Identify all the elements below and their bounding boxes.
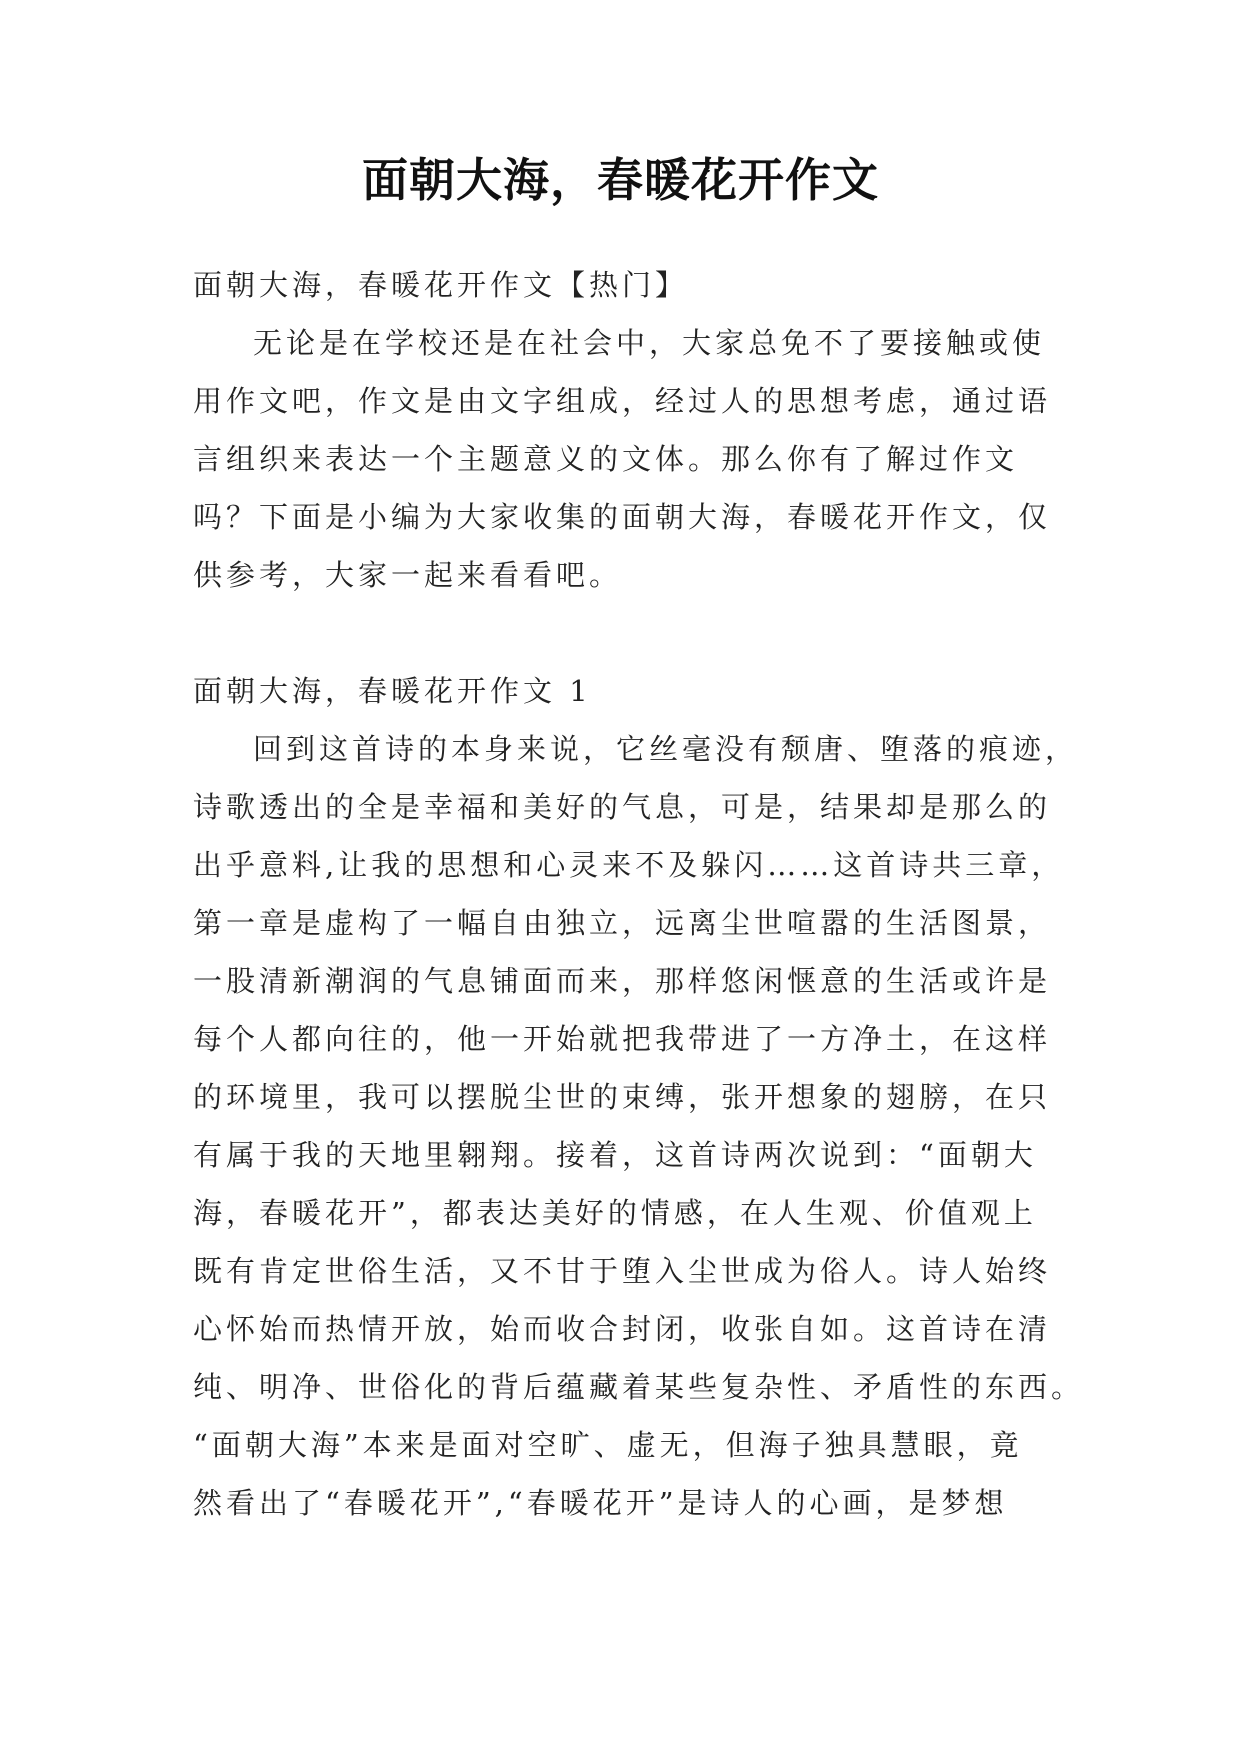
- paragraph-line: 吗？下面是小编为大家收集的面朝大海，春暖花开作文，仅: [193, 500, 1052, 534]
- paragraph-line: “面朝大海”本来是面对空旷、虚无，但海子独具慧眼，竟: [193, 1428, 1023, 1462]
- paragraph-line: 言组织来表达一个主题意义的文体。那么你有了解过作文: [193, 442, 1019, 476]
- essay-heading: 面朝大海，春暖花开作文 1: [193, 674, 592, 708]
- paragraph-line: 心怀始而热情开放，始而收合封闭，收张自如。这首诗在清: [193, 1312, 1052, 1346]
- document-title: 面朝大海，春暖花开作文: [362, 153, 879, 207]
- paragraph-line: 用作文吧，作文是由文字组成，经过人的思想考虑，通过语: [193, 384, 1052, 418]
- paragraph-line: 每个人都向往的，他一开始就把我带进了一方净土，在这样: [193, 1022, 1052, 1056]
- paragraph-line: 有属于我的天地里翱翔。接着，这首诗两次说到：“面朝大: [193, 1138, 1037, 1172]
- paragraph-line: 的环境里，我可以摆脱尘世的束缚，张开想象的翅膀，在只: [193, 1080, 1052, 1114]
- paragraph-line: 既有肯定世俗生活，又不甘于堕入尘世成为俗人。诗人始终: [193, 1254, 1052, 1288]
- paragraph-line: 诗歌透出的全是幸福和美好的气息，可是，结果却是那么的: [193, 790, 1052, 824]
- paragraph-line: 供参考，大家一起来看看吧。: [193, 558, 623, 592]
- paragraph-line: 一股清新潮润的气息铺面而来，那样悠闲惬意的生活或许是: [193, 964, 1052, 998]
- intro-heading: 面朝大海，春暖花开作文【热门】: [193, 268, 689, 302]
- paragraph-line: 第一章是虚构了一幅自由独立，远离尘世喧嚣的生活图景，: [193, 906, 1052, 940]
- paragraph-line: 无论是在学校还是在社会中，大家总免不了要接触或使: [253, 326, 1046, 360]
- paragraph-line: 海，春暖花开”，都表达美好的情感，在人生观、价值观上: [193, 1196, 1037, 1230]
- paragraph-line: 回到这首诗的本身来说，它丝毫没有颓唐、堕落的痕迹，: [253, 732, 1079, 766]
- paragraph-line: 纯、明净、世俗化的背后蕴藏着某些复杂性、矛盾性的东西。: [193, 1370, 1085, 1404]
- paragraph-line: 出乎意料,让我的思想和心灵来不及躲闪……这首诗共三章，: [193, 848, 1065, 882]
- paragraph-line: 然看出了“春暖花开”,“春暖花开”是诗人的心画，是梦想: [193, 1486, 1008, 1520]
